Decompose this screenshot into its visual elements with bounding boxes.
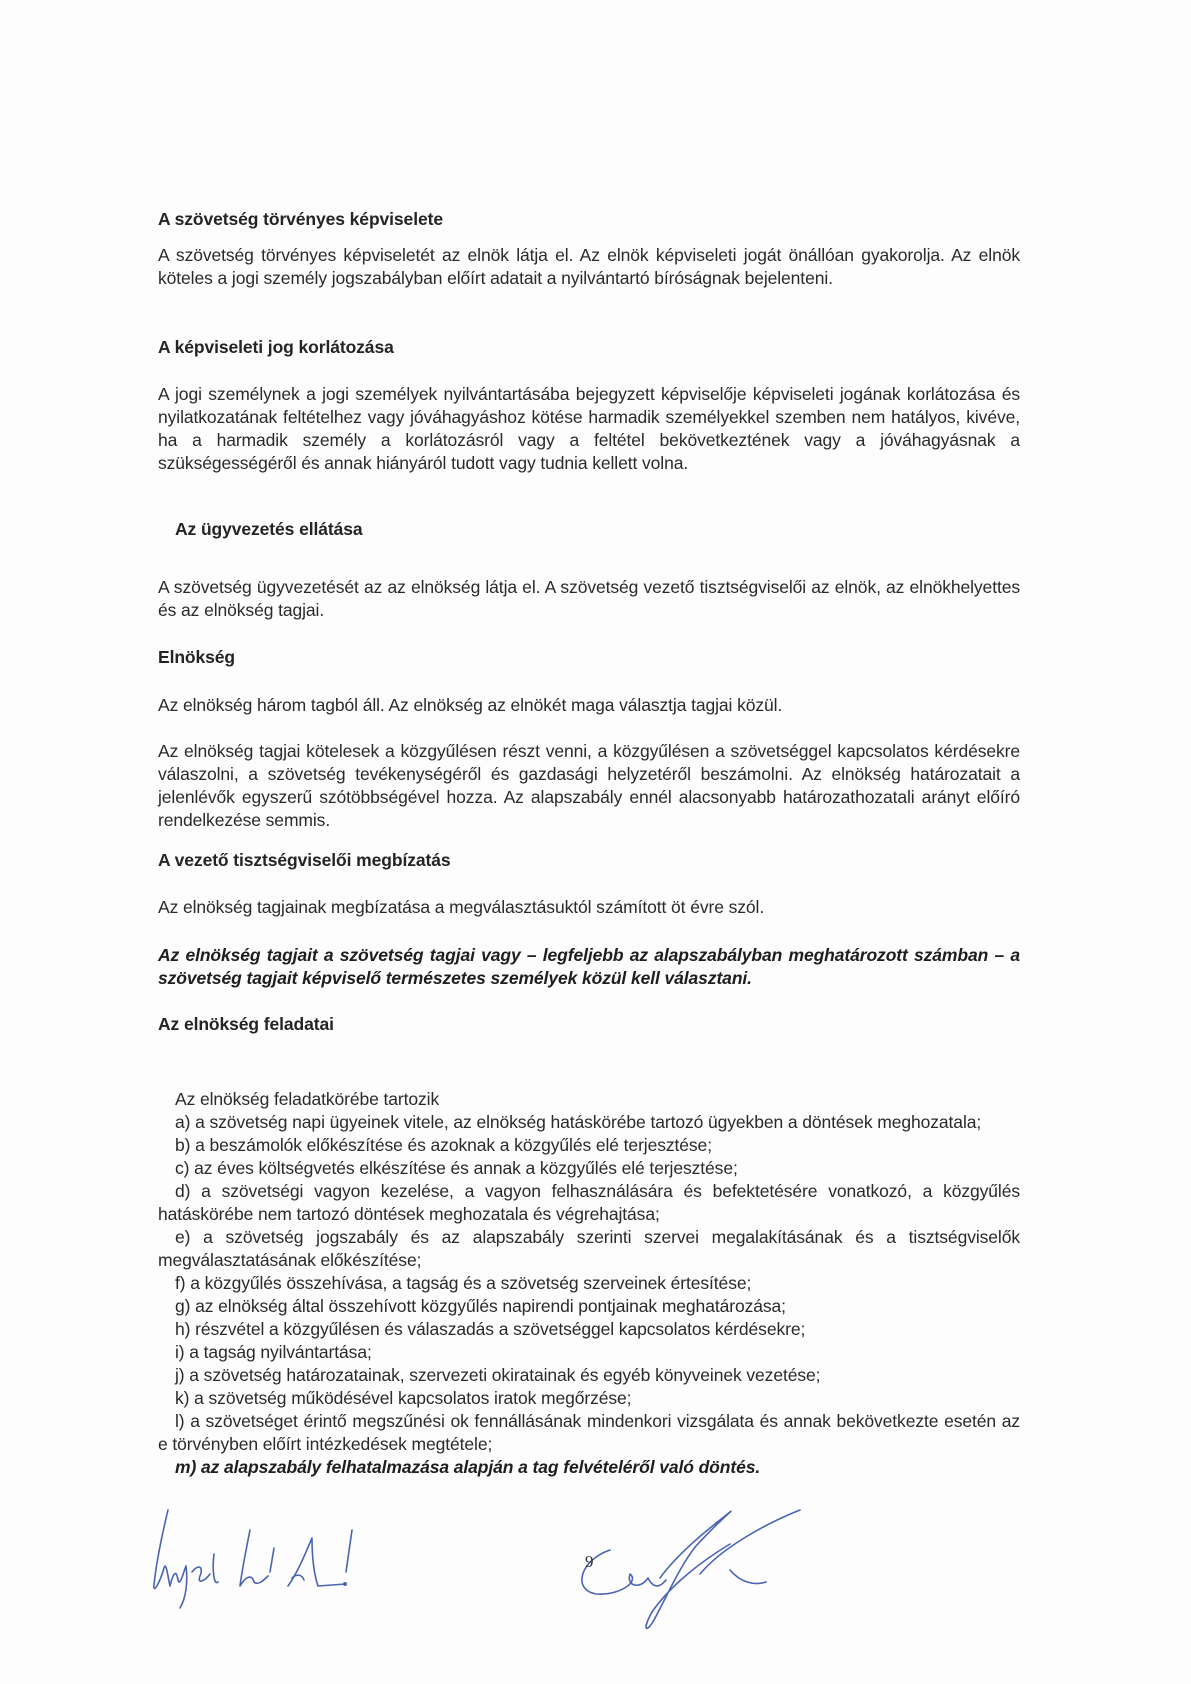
page-number: 9: [585, 1552, 594, 1571]
signature-right-icon: [582, 1510, 800, 1628]
section-heading-mandate: A vezető tisztségviselői megbízatás: [158, 850, 451, 870]
list-item-e: e) a szövetség jogszabály és az alapszabály szerinti szervei megalakításának és a tisztségviselők megválasztatásának előkészítése;: [158, 1227, 1020, 1270]
list-item-a: a) a szövetség napi ügyeinek vitele, az elnökség hatáskörébe tartozó ügyekben a döntések meghozatala;: [175, 1112, 982, 1132]
paragraph-legal-representation: A szövetség törvényes képviseletét az elnök látja el. Az elnök képviseleti jogát önállóan gyakorolja. Az elnök köteles a jogi személy jogszabályban előírt adatait a nyilvántartó bíróságnak bejelenteni.: [158, 245, 1020, 288]
list-intro: Az elnökség feladatkörébe tartozik: [175, 1089, 440, 1109]
section-heading-management: Az ügyvezetés ellátása: [175, 519, 363, 539]
list-item-k: k) a szövetség működésével kapcsolatos iratok megőrzése;: [175, 1388, 632, 1408]
list-item-g: g) az elnökség által összehívott közgyűlés napirendi pontjainak meghatározása;: [175, 1296, 786, 1316]
list-item-h: h) részvétel a közgyűlésen és válaszadás a szövetséggel kapcsolatos kérdésekre;: [175, 1319, 806, 1339]
list-item-c: c) az éves költségvetés elkészítése és annak a közgyűlés elé terjesztése;: [175, 1158, 738, 1178]
section-heading-board-tasks: Az elnökség feladatai: [158, 1014, 334, 1034]
list-item-i: i) a tagság nyilvántartása;: [175, 1342, 372, 1362]
section-heading-legal-representation: A szövetség törvényes képviselete: [158, 209, 443, 229]
handwritten-signatures: [140, 1490, 840, 1640]
paragraph-management: A szövetség ügyvezetését az az elnökség látja el. A szövetség vezető tisztségviselői az elnök, az elnökhelyettes és az elnökség tagjai.: [158, 577, 1020, 620]
paragraph-representation-limits: A jogi személynek a jogi személyek nyilvántartásába bejegyzett képviselője képviseleti jogának korlátozása és nyilatkozatának feltételhez vagy jóváhagyáshoz kötése harmadik személyekkel szemben nem hatályos, kivéve, ha a harmadik személy a korlátozásról vagy a feltétel bekövetkeztének vagy a jóváhagyásnak a szükségességéről és annak hiányáról tudott vagy tudnia kellett volna.: [158, 384, 1020, 473]
paragraph-board-composition: Az elnökség három tagból áll. Az elnökség az elnökét maga választja tagjai közül.: [158, 695, 783, 715]
list-item-m: m) az alapszabály felhatalmazása alapján a tag felvételéről való döntés.: [175, 1457, 761, 1477]
signature-left-icon: [154, 1510, 352, 1608]
list-item-j: j) a szövetség határozatainak, szervezeti okiratainak és egyéb könyveinek vezetése;: [175, 1365, 821, 1385]
board-tasks-list: [158, 1088, 1020, 1479]
list-item-f: f) a közgyűlés összehívása, a tagság és a szövetség szerveinek értesítése;: [175, 1273, 752, 1293]
list-item-l: l) a szövetséget érintő megszűnési ok fennállásának mindenkori vizsgálata és annak bekövetkezte esetén az e törvényben előírt intézkedések megtétele;: [158, 1411, 1020, 1454]
list-item-b: b) a beszámolók előkészítése és azoknak a közgyűlés elé terjesztése;: [175, 1135, 712, 1155]
list-item-d: d) a szövetségi vagyon kezelése, a vagyon felhasználására és befektetésére vonatkozó, a közgyűlés hatáskörébe nem tartozó döntések meghozatala és végrehajtása;: [158, 1181, 1020, 1224]
section-heading-board: Elnökség: [158, 647, 236, 667]
paragraph-mandate-eligibility: Az elnökség tagjait a szövetség tagjai vagy – legfeljebb az alapszabályban meghatározott számban – a szövetség tagjait képviselő természetes személyek közül kell választani.: [158, 945, 1020, 988]
paragraph-board-duties: Az elnökség tagjai kötelesek a közgyűlésen részt venni, a közgyűlésen a szövetséggel kapcsolatos kérdésekre válaszolni, a szövetség tevékenységéről és gazdasági helyzetéről beszámolni. Az elnökség határozatait a jelenlévők egyszerű szótöbbségével hozza. Az alapszabály ennél alacsonyabb határozathozatali arányt előíró rendelkezése semmis.: [158, 741, 1020, 830]
section-heading-representation-limits: A képviseleti jog korlátozása: [158, 337, 394, 357]
paragraph-mandate-term: Az elnökség tagjainak megbízatása a megválasztásuktól számított öt évre szól.: [158, 897, 765, 917]
